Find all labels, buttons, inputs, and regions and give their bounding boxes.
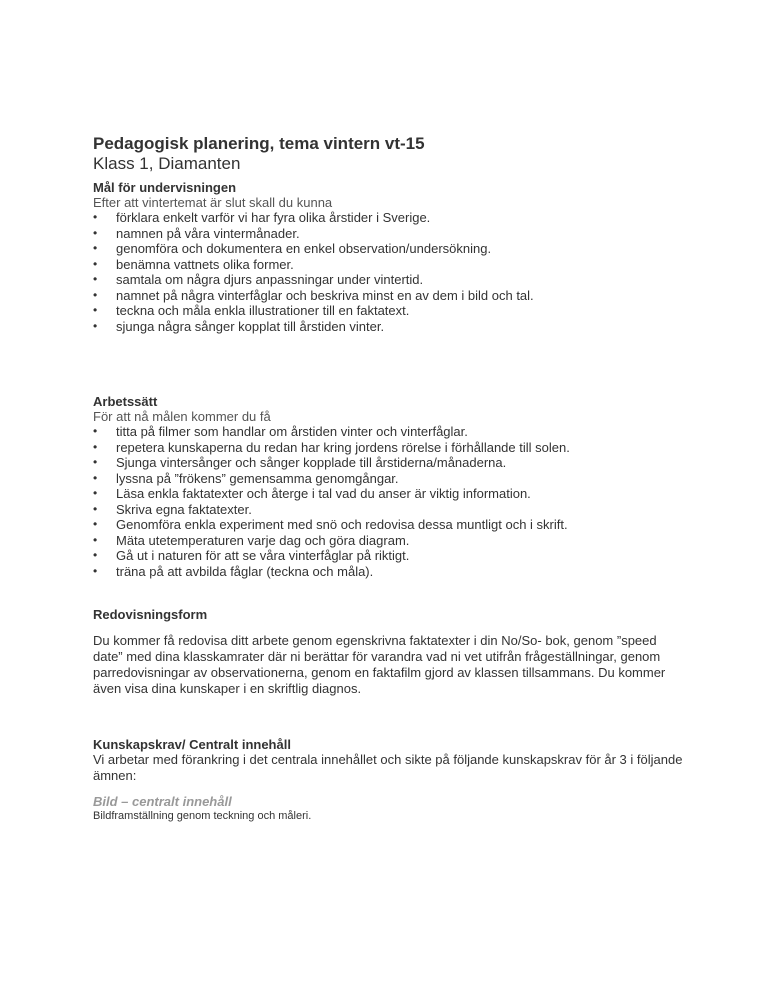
bullet-icon: •: [93, 501, 98, 516]
list-item: • sjunga några sånger kopplat till årstiden vinter.: [93, 318, 385, 334]
presentation-text: Du kommer få redovisa ditt arbete genom egenskrivna faktatexter i din No/So- bok, genom ”speed date” med dina klasskamrater där ni berättar för varandra vad ni vet utifrån frågeställningar, genom parredovisningar av observationerna, genom en faktafilm gjord av klassen tillsammans. Du kommer även visa dina kunskaper i en skriftlig diagnos.: [93, 633, 666, 696]
methods-section: [93, 394, 683, 579]
bullet-icon: •: [93, 424, 98, 438]
list-item: • samtala om några djurs anpassningar under vintertid.: [93, 272, 424, 287]
list-item: • genomföra och dokumentera en enkel observation/undersökning.: [93, 241, 492, 256]
list-item: • träna på att avbilda fåglar (teckna och måla).: [93, 563, 374, 579]
presentation-section: [93, 607, 683, 697]
document-title: Pedagogisk planering, tema vintern vt-15: [93, 134, 425, 153]
goals-heading: Mål för undervisningen: [93, 180, 237, 195]
bullet-icon: •: [93, 532, 98, 547]
bullet-icon: •: [93, 318, 98, 333]
bullet-icon: •: [93, 256, 98, 271]
list-item: • namnen på våra vintermånader.: [93, 225, 300, 241]
presentation-heading: Redovisningsform: [93, 607, 208, 622]
bullet-icon: •: [93, 455, 98, 469]
list-item: • Läsa enkla faktatexter och återge i tal vad du anser är viktig information.: [93, 486, 531, 501]
list-item: • Sjunga vintersånger och sånger kopplade till årstiderna/månaderna.: [93, 455, 507, 470]
requirements-text: Vi arbetar med förankring i det centrala innehållet och sikte på följande kunskapskrav för år 3 i följande ämnen:: [93, 752, 683, 783]
list-item: • Skriva egna faktatexter.: [93, 501, 252, 517]
list-item: • Gå ut i naturen för att se våra vinterfåglar på riktigt.: [93, 548, 410, 563]
list-item: • förklara enkelt varför vi har fyra olika årstider i Sverige.: [93, 210, 431, 225]
list-item: • Mäta utetemperaturen varje dag och göra diagram.: [93, 532, 410, 548]
bullet-icon: •: [93, 241, 98, 255]
list-item: • teckna och måla enkla illustrationer till en faktatext.: [93, 303, 410, 318]
list-item: • benämna vattnets olika former.: [93, 256, 294, 272]
document-page: [93, 134, 683, 823]
bullet-icon: •: [93, 439, 98, 454]
goals-section: [93, 180, 683, 334]
list-item: • repetera kunskaperna du redan har kring jordens rörelse i förhållande till solen.: [93, 439, 570, 455]
bullet-icon: •: [93, 563, 98, 578]
bullet-icon: •: [93, 210, 98, 224]
methods-intro: För att nå målen kommer du få: [93, 409, 271, 424]
art-subheading: Bild – centralt innehåll: [93, 794, 232, 809]
bullet-icon: •: [93, 287, 98, 302]
art-text: Bildframställning genom teckning och måleri.: [93, 810, 312, 822]
list-item: • Genomföra enkla experiment med snö och redovisa dessa muntligt och i skrift.: [93, 517, 568, 532]
bullet-icon: •: [93, 303, 98, 317]
methods-list: [93, 424, 683, 579]
bullet-icon: •: [93, 548, 98, 562]
requirements-section: [93, 737, 683, 823]
bullet-icon: •: [93, 486, 98, 500]
bullet-icon: •: [93, 517, 98, 531]
bullet-icon: •: [93, 272, 98, 286]
requirements-heading: Kunskapskrav/ Centralt innehåll: [93, 737, 291, 752]
document-subtitle: Klass 1, Diamanten: [93, 154, 241, 173]
goals-list: [93, 210, 553, 334]
methods-heading: Arbetssätt: [93, 394, 158, 409]
bullet-icon: •: [93, 470, 98, 485]
list-item: • titta på filmer som handlar om årstiden vinter och vinterfåglar.: [93, 424, 468, 439]
list-item: • namnet på några vinterfåglar och beskriva minst en av dem i bild och tal.: [93, 287, 534, 303]
list-item: • lyssna på ”frökens” gemensamma genomgångar.: [93, 470, 399, 486]
bullet-icon: •: [93, 225, 98, 240]
goals-intro: Efter att vintertemat är slut skall du kunna: [93, 195, 333, 210]
